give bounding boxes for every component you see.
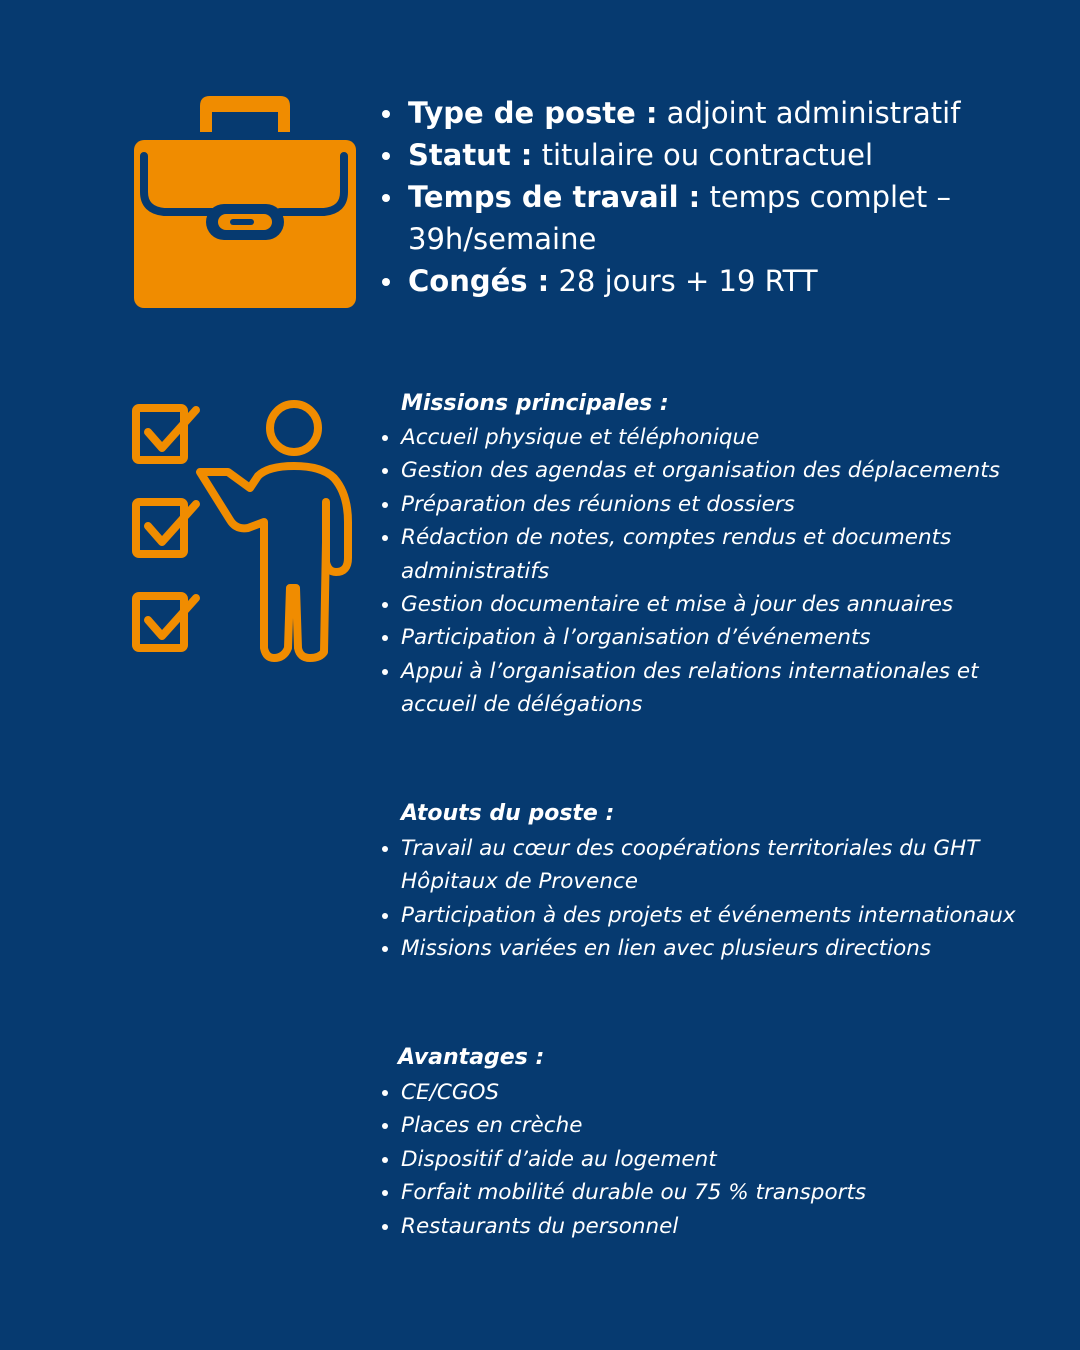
job-detail-value: titulaire ou contractuel <box>532 138 874 172</box>
avantages-list <box>378 1076 1018 1243</box>
job-detail-value: 28 jours + 19 RTT <box>549 264 818 298</box>
job-detail-key: Type de poste : <box>408 96 658 130</box>
briefcase-icon <box>130 92 360 312</box>
list-item: Travail au cœur des coopérations territoriales du GHT Hôpitaux de Provence <box>378 832 1018 899</box>
missions-list <box>378 421 1018 722</box>
job-detail-conges <box>378 260 1018 302</box>
presenter-checklist-icon <box>130 392 360 662</box>
list-item: Rédaction de notes, comptes rendus et documents administratifs <box>378 521 1018 588</box>
job-detail-value: adjoint administratif <box>657 96 961 130</box>
list-item: CE/CGOS <box>378 1076 1018 1109</box>
atouts-title: Atouts du poste : <box>401 801 615 826</box>
job-details-list <box>378 92 1018 302</box>
list-item: Gestion des agendas et organisation des déplacements <box>378 454 1018 487</box>
list-item: Appui à l’organisation des relations internationales et accueil de délégations <box>378 655 1018 722</box>
list-item: Missions variées en lien avec plusieurs directions <box>378 932 1018 965</box>
list-item: Accueil physique et téléphonique <box>378 421 1018 454</box>
job-detail-value: temps complet – 39h/semaine <box>408 180 951 256</box>
missions-title: Missions principales : <box>401 391 669 416</box>
job-detail-statut <box>378 134 1018 176</box>
avantages-title: Avantages : <box>398 1045 545 1070</box>
list-item: Participation à l’organisation d’événements <box>378 621 1018 654</box>
list-item: Gestion documentaire et mise à jour des annuaires <box>378 588 1018 621</box>
job-detail-key: Statut : <box>408 138 533 172</box>
list-item: Préparation des réunions et dossiers <box>378 488 1018 521</box>
job-detail-key: Temps de travail : <box>408 180 701 214</box>
list-item: Places en crèche <box>378 1109 1018 1142</box>
job-detail-type <box>378 92 1018 134</box>
list-item: Dispositif d’aide au logement <box>378 1143 1018 1176</box>
job-detail-temps <box>378 176 1018 260</box>
list-item: Forfait mobilité durable ou 75 % transports <box>378 1176 1018 1209</box>
atouts-list <box>378 832 1018 966</box>
list-item: Restaurants du personnel <box>378 1210 1018 1243</box>
job-detail-key: Congés : <box>408 264 550 298</box>
list-item: Participation à des projets et événements internationaux <box>378 899 1018 932</box>
